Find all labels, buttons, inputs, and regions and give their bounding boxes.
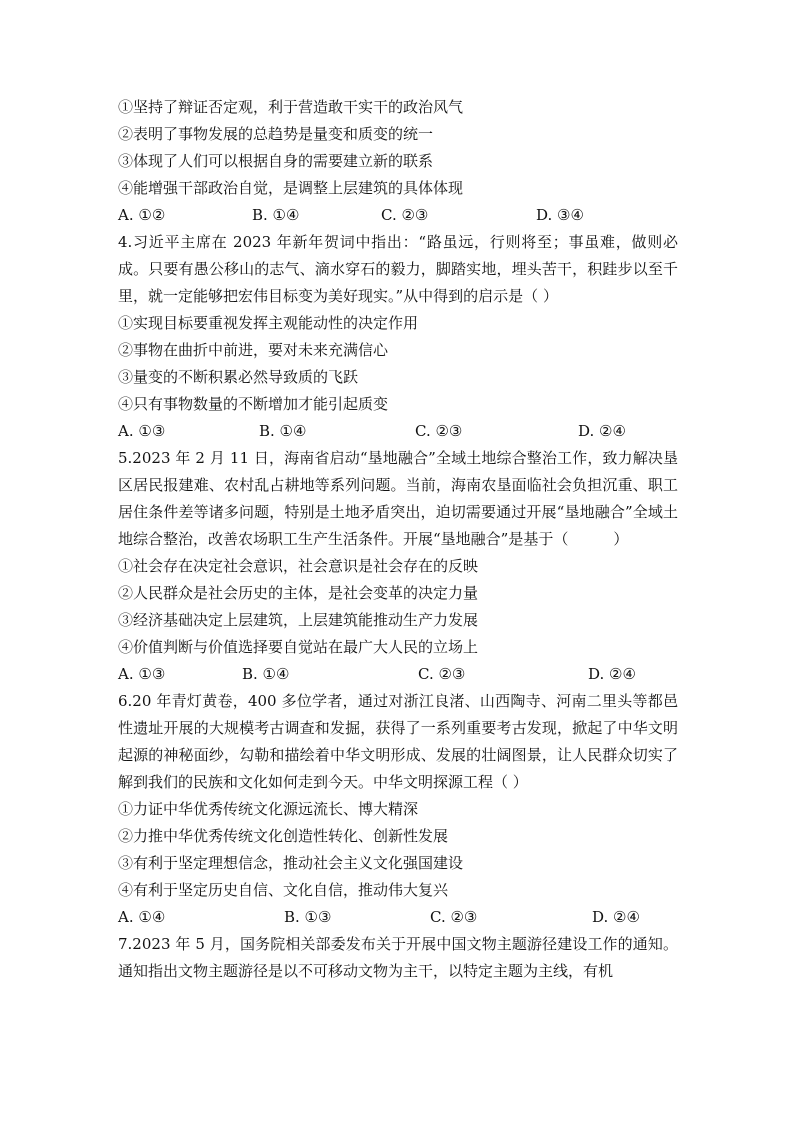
q3-item-4: ④能增强干部政治自觉，是调整上层建筑的具体体现 <box>118 179 464 197</box>
q5-options <box>118 661 678 688</box>
q5-stem: 5.2023 年 2 月 11 日，海南省启动“垦地融合”全域土地综合整治工作，致力解决垦区居民报建难、农村乱占耕地等系列问题。当前，海南农垦面临社会负担沉重、职工居住条件差等诸多问题，特别是土地矛盾突出，迫切需要通过开展“垦地融合”全域土地综合整治，改善农场职工生产生活条件。开展“垦地融合”是基于（ ） <box>118 449 678 548</box>
q6-options <box>118 904 678 931</box>
question-6 <box>118 688 678 931</box>
q5-option-c: C. ②③ <box>418 665 466 683</box>
q3-item-1: ①坚持了辩证否定观，利于营造敢干实干的政治风气 <box>118 98 464 116</box>
question-content <box>118 94 678 985</box>
q6-item-3: ③有利于坚定理想信念，推动社会主义文化强国建设 <box>118 854 464 872</box>
q7-stem: 7.2023 年 5 月，国务院相关部委发布关于开展中国文物主题游径建设工作的通知。通知指出文物主题游径是以不可移动文物为主干，以特定主题为主线，有机 <box>118 935 678 980</box>
q4-option-c: C. ②③ <box>415 422 463 440</box>
q6-option-d: D. ②④ <box>592 908 640 926</box>
q3-options <box>118 202 678 229</box>
q3-option-a: A. ①② <box>118 206 166 224</box>
q5-item-1: ①社会存在决定社会意识，社会意识是社会存在的反映 <box>118 557 479 575</box>
q6-item-1: ①力证中华优秀传统文化源远流长、博大精深 <box>118 800 419 818</box>
q6-option-a: A. ①④ <box>118 908 166 926</box>
q4-stem: 4.习近平主席在 2023 年新年贺词中指出：“路虽远，行则将至；事虽难，做则必成。只要有愚公移山的志气、滴水穿石的毅力，脚踏实地，埋头苦干，积跬步以至千里，就一定能够把宏伟目标变为美好现实。”从中得到的启示是（ ） <box>118 233 678 305</box>
q6-option-b: B. ①③ <box>284 908 332 926</box>
q4-option-a: A. ①③ <box>118 422 166 440</box>
q5-option-b: B. ①④ <box>242 665 290 683</box>
question-4 <box>118 229 678 445</box>
q6-item-2: ②力推中华优秀传统文化创造性转化、创新性发展 <box>118 827 449 845</box>
q5-option-d: D. ②④ <box>588 665 636 683</box>
q4-item-1: ①实现目标要重视发挥主观能动性的决定作用 <box>118 314 419 332</box>
q3-option-d: D. ③④ <box>536 206 584 224</box>
q4-item-2: ②事物在曲折中前进，要对未来充满信心 <box>118 341 389 359</box>
q5-option-a: A. ①③ <box>118 665 166 683</box>
q4-item-4: ④只有事物数量的不断增加才能引起质变 <box>118 395 389 413</box>
q3-option-b: B. ①④ <box>252 206 300 224</box>
q4-options <box>118 418 678 445</box>
q4-option-d: D. ②④ <box>578 422 626 440</box>
q3-item-3: ③体现了人们可以根据自身的需要建立新的联系 <box>118 152 434 170</box>
q6-option-c: C. ②③ <box>430 908 478 926</box>
q4-item-3: ③量变的不断积累必然导致质的飞跃 <box>118 368 359 386</box>
q3-option-c: C. ②③ <box>381 206 429 224</box>
q5-item-2: ②人民群众是社会历史的主体，是社会变革的决定力量 <box>118 584 479 602</box>
q5-item-4: ④价值判断与价值选择要自觉站在最广大人民的立场上 <box>118 638 479 656</box>
question-7 <box>118 931 678 985</box>
q5-item-3: ③经济基础决定上层建筑，上层建筑能推动生产力发展 <box>118 611 479 629</box>
question-3 <box>118 94 678 229</box>
question-5 <box>118 445 678 688</box>
q6-stem: 6.20 年青灯黄卷，400 多位学者，通过对浙江良渚、山西陶寺、河南二里头等都邑性遗址开展的大规模考古调查和发掘，获得了一系列重要考古发现，掀起了中华文明起源的神秘面纱，勾勒和描绘着中华文明形成、发展的壮阔图景，让人民群众切实了解到我们的民族和文化如何走到今天。中华文明探源工程（ ） <box>118 692 678 791</box>
q3-item-2: ②表明了事物发展的总趋势是量变和质变的统一 <box>118 125 434 143</box>
q4-option-b: B. ①④ <box>259 422 307 440</box>
q6-item-4: ④有利于坚定历史自信、文化自信，推动伟大复兴 <box>118 881 449 899</box>
